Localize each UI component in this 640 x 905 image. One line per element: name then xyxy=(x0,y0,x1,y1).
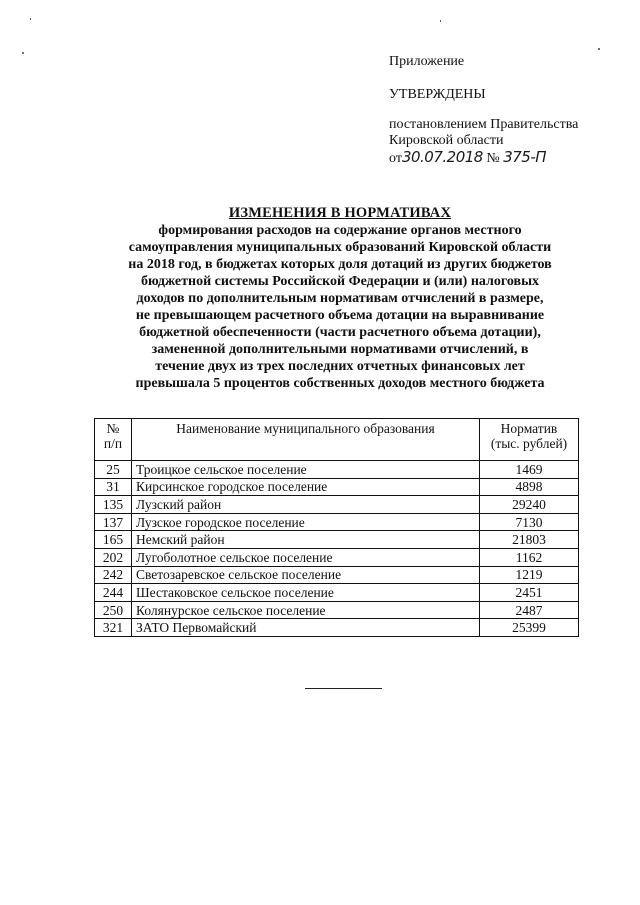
row-norm: 21803 xyxy=(480,531,579,549)
approval-line: постановлением Правительства xyxy=(389,117,579,132)
scan-speck xyxy=(30,18,31,20)
approval-date-line xyxy=(389,149,629,167)
number-prefix: № xyxy=(486,151,500,166)
row-number: 25 xyxy=(95,461,132,479)
header-norm-line: (тыс. рублей) xyxy=(490,436,568,451)
approved-label: УТВЕРЖДЕНЫ xyxy=(389,87,486,102)
handwritten-number: 375-П xyxy=(503,148,547,166)
table-row xyxy=(95,513,579,531)
table-row xyxy=(95,531,579,549)
header-number xyxy=(95,419,132,461)
row-norm: 29240 xyxy=(480,496,579,514)
title-line: замененной дополнительными нормативами отчислений, в xyxy=(151,342,529,357)
table-row xyxy=(95,601,579,619)
norms-table xyxy=(94,418,579,637)
end-divider-line xyxy=(305,688,382,689)
table-row xyxy=(95,584,579,602)
scan-speck xyxy=(440,20,441,22)
row-norm: 7130 xyxy=(480,513,579,531)
row-name: Лузский район xyxy=(132,496,480,514)
title-line: на 2018 год, в бюджетах которых доля дотаций из других бюджетов xyxy=(128,257,552,272)
header-name: Наименование муниципального образования xyxy=(132,419,480,461)
table-row xyxy=(95,548,579,566)
title-line: бюджетной обеспеченности (части расчетного объема дотации), xyxy=(139,325,541,340)
title-line: не превышающем расчетного объема дотации на выравнивание xyxy=(135,308,545,323)
date-prefix: от xyxy=(389,151,402,166)
row-name: Светозаревское сельское поселение xyxy=(132,566,480,584)
row-name: Немский район xyxy=(132,531,480,549)
table-row xyxy=(95,619,579,637)
scan-speck xyxy=(598,48,600,50)
row-name: Лугоболотное сельское поселение xyxy=(132,548,480,566)
row-number: 202 xyxy=(95,548,132,566)
row-name: Колянурское сельское поселение xyxy=(132,601,480,619)
row-number: 31 xyxy=(95,478,132,496)
approval-block xyxy=(389,54,629,167)
handwritten-date: 30.07.2018 xyxy=(401,148,483,166)
table-header-row xyxy=(95,419,579,461)
row-norm: 4898 xyxy=(480,478,579,496)
title-line: формирования расходов на содержание органов местного xyxy=(158,223,522,238)
row-number: 137 xyxy=(95,513,132,531)
scan-speck xyxy=(22,52,24,54)
header-norm-line: Норматив xyxy=(500,421,558,436)
document-title xyxy=(90,205,590,392)
header-number-line: № xyxy=(106,421,120,436)
table-row xyxy=(95,478,579,496)
table-row xyxy=(95,566,579,584)
table-row xyxy=(95,496,579,514)
title-heading: ИЗМЕНЕНИЯ В НОРМАТИВАХ xyxy=(228,205,452,221)
row-number: 165 xyxy=(95,531,132,549)
row-number: 321 xyxy=(95,619,132,637)
title-line: превышала 5 процентов собственных доходов местного бюджета xyxy=(135,376,545,391)
row-name: Шестаковское сельское поселение xyxy=(132,584,480,602)
row-norm: 25399 xyxy=(480,619,579,637)
row-number: 244 xyxy=(95,584,132,602)
title-line: бюджетной системы Российской Федерации и (или) налоговых xyxy=(140,274,540,289)
approval-line: Кировской области xyxy=(389,133,504,148)
row-norm: 2487 xyxy=(480,601,579,619)
row-norm: 2451 xyxy=(480,584,579,602)
header-norm xyxy=(480,419,579,461)
row-norm: 1219 xyxy=(480,566,579,584)
row-norm: 1469 xyxy=(480,461,579,479)
title-line: самоуправления муниципальных образований Кировской области xyxy=(128,240,552,255)
title-line: течение двух из трех последних отчетных финансовых лет xyxy=(155,359,525,374)
row-name: Троицкое сельское поселение xyxy=(132,461,480,479)
row-name: Лузское городское поселение xyxy=(132,513,480,531)
appendix-label: Приложение xyxy=(389,54,465,69)
title-line: доходов по дополнительным нормативам отчислений в размере, xyxy=(136,291,544,306)
row-number: 135 xyxy=(95,496,132,514)
row-name: ЗАТО Первомайский xyxy=(132,619,480,637)
row-number: 250 xyxy=(95,601,132,619)
row-norm: 1162 xyxy=(480,548,579,566)
row-name: Кирсинское городское поселение xyxy=(132,478,480,496)
table-row xyxy=(95,461,579,479)
header-number-line: п/п xyxy=(103,436,123,451)
row-number: 242 xyxy=(95,566,132,584)
